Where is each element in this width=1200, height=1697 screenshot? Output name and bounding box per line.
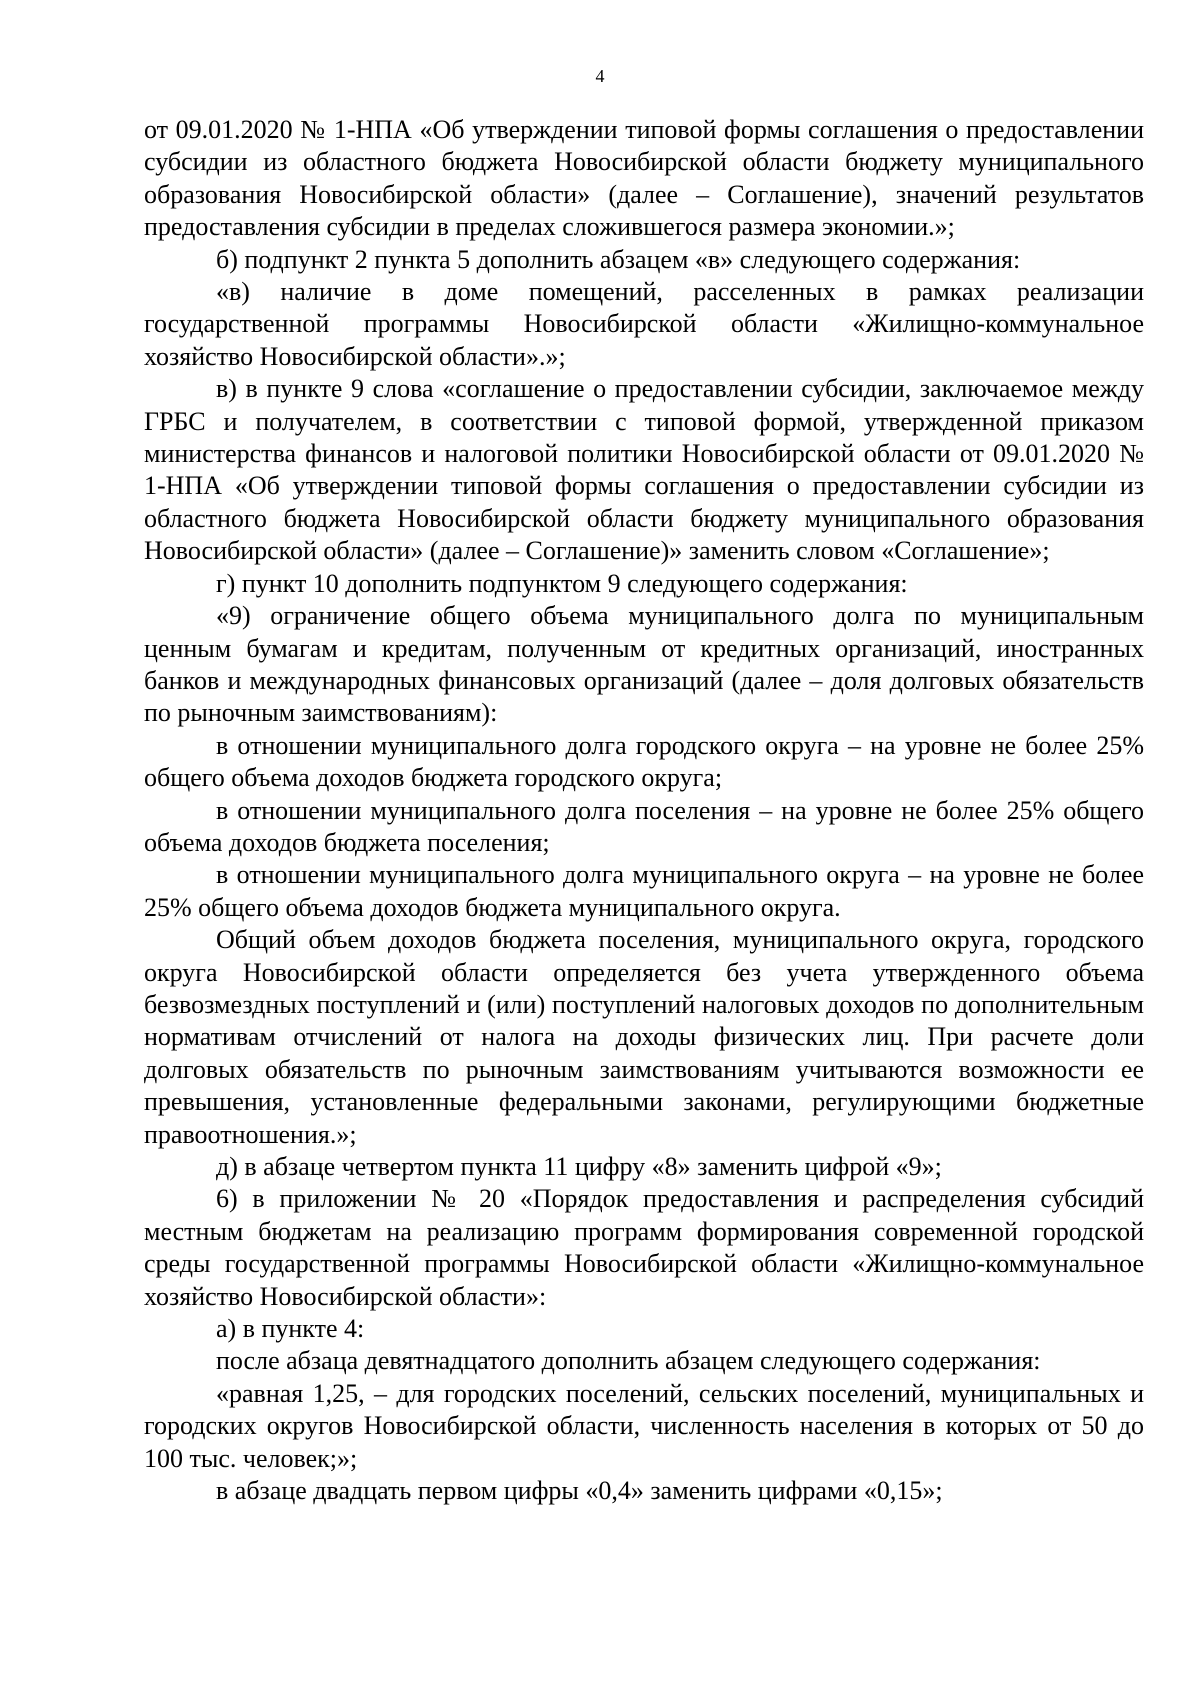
paragraph: а) в пункте 4: xyxy=(216,1314,365,1344)
paragraph: б) подпункт 2 пункта 5 дополнить абзацем «в» следующего содержания: xyxy=(216,244,1021,274)
paragraph: 6) в приложении № 20 «Порядок предоставления и распределения субсидий местным бюджетам на реализацию программ формирования современной городской среды государственной программы Новосибирской области «Жилищно-коммунальное хозяйство Новосибирской области»: xyxy=(144,1184,1144,1311)
paragraph: в отношении муниципального долга поселения – на уровне не более 25% общего объема доходов бюджета поселения; xyxy=(144,795,1144,857)
paragraph: д) в абзаце четвертом пункта 11 цифру «8» заменить цифрой «9»; xyxy=(216,1152,942,1181)
paragraph: в отношении муниципального долга городского округа – на уровне не более 25% общего объема доходов бюджета городского округа; xyxy=(144,730,1144,793)
paragraph: после абзаца девятнадцатого дополнить абзацем следующего содержания: xyxy=(216,1346,1041,1376)
paragraph: «равная 1,25, – для городских поселений, сельских поселений, муниципальных и городских округов Новосибирской области, численность населения в которых от 50 до 100 тыс. человек;»; xyxy=(144,1378,1144,1473)
paragraph: в) в пункте 9 слова «соглашение о предоставлении субсидии, заключаемое между ГРБС и получателем, в соответствии с типовой формой, утвержденной приказом министерства финансов и налоговой политики Новосибирской области от 09.01.2020 № 1-НПА «Об утверждении типовой формы соглашения о предоставлении субсидии из областного бюджета Новосибирской области бюджету муниципального образования Новосибирской области» (далее – Соглашение)» заменить словом «Соглашение»; xyxy=(144,374,1144,566)
paragraph: от 09.01.2020 № 1-НПА «Об утверждении типовой формы соглашения о предоставлении субсидии из областного бюджета Новосибирской области бюджету муниципального образования Новосибирской области» (далее – Соглашение), значений результатов предоставления субсидии в пределах сложившегося размера экономии.»; xyxy=(144,115,1144,242)
paragraph: в отношении муниципального долга муниципального округа – на уровне не более 25% общего объема доходов бюджета муниципального округа. xyxy=(144,860,1144,922)
paragraph: «в) наличие в доме помещений, расселенных в рамках реализации государственной программы Новосибирской области «Жилищно-коммунальное хозяйство Новосибирской области».»; xyxy=(144,277,1144,371)
document-body xyxy=(144,114,1144,1507)
paragraph: «9) ограничение общего объема муниципального долга по муниципальным ценным бумагам и кредитам, полученным от кредитных организаций, иностранных банков и международных финансовых организаций (далее – доля долговых обязательств по рыночным заимствованиям): xyxy=(144,601,1144,728)
paragraph: в абзаце двадцать первом цифры «0,4» заменить цифрами «0,15»; xyxy=(216,1476,943,1506)
paragraph: Общий объем доходов бюджета поселения, муниципального округа, городского округа Новосибирской области определяется без учета утвержденного объема безвозмездных поступлений и (или) поступлений налоговых доходов по дополнительным нормативам отчислений от налога на доходы физических лиц. При расчете доли долговых обязательств по рыночным заимствованиям учитываются возможности ее превышения, установленные федеральными законами, регулирующими бюджетные правоотношения.»; xyxy=(144,925,1144,1149)
paragraph: г) пункт 10 дополнить подпунктом 9 следующего содержания: xyxy=(216,568,908,598)
page-number: 4 xyxy=(595,66,605,86)
